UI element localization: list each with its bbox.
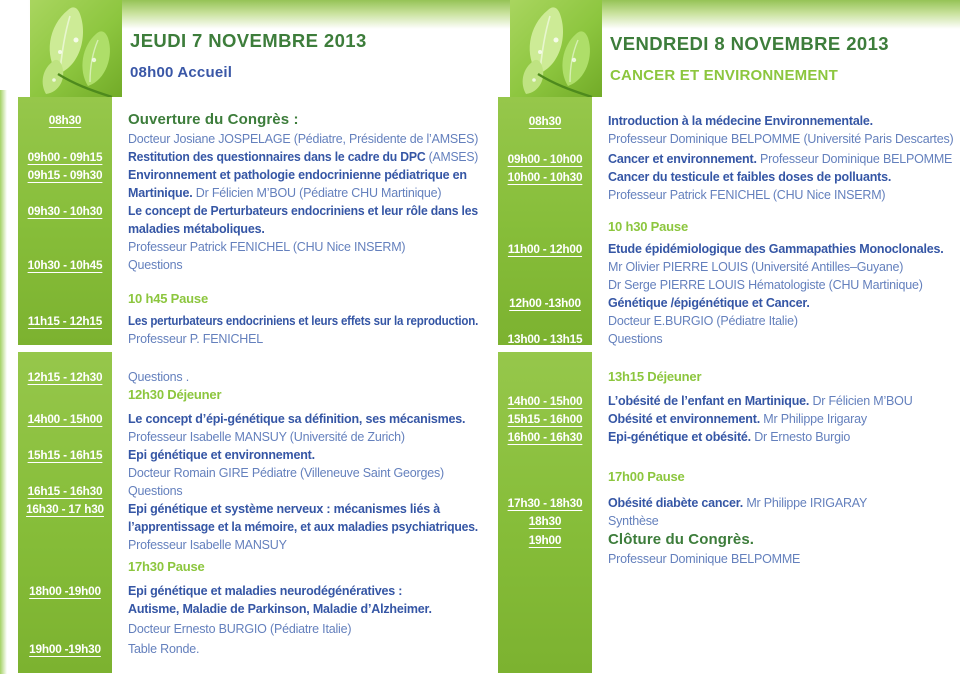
program-row xyxy=(18,582,480,600)
program-row xyxy=(18,446,480,464)
session-line xyxy=(128,640,478,658)
program-row xyxy=(18,386,480,404)
session-line xyxy=(608,112,958,130)
session-text: Professeur Dominique BELPOMME xyxy=(760,152,953,166)
program-row xyxy=(18,558,480,576)
session-text: 17h00 Pause xyxy=(608,469,685,484)
day-subtitle-friday: CANCER ET ENVIRONNEMENT xyxy=(610,67,838,84)
session-text: Questions xyxy=(608,332,663,346)
session-text: (AMSES) xyxy=(428,150,479,164)
session-line xyxy=(608,150,958,168)
session-text: Mr Philippe IRIGARAY xyxy=(746,496,868,510)
program-row xyxy=(498,368,960,386)
session-text: Le concept d’épi-génétique sa définition, ses mécanismes. xyxy=(128,412,466,426)
session-text: Autisme, Maladie de Parkinson, Maladie d’Alzheimer. xyxy=(128,602,432,616)
program-row xyxy=(498,428,960,446)
session-text: 12h30 Déjeuner xyxy=(128,387,222,402)
session-text: Introduction à la médecine Environnementale. xyxy=(608,114,873,128)
time-slot-label: 10h30 - 10h45 xyxy=(27,258,103,272)
session-line xyxy=(128,410,478,428)
program-row xyxy=(18,410,480,428)
session-text: Docteur Ernesto BURGIO (Pédiatre Italie) xyxy=(128,622,352,636)
program-row xyxy=(18,130,480,148)
session-line xyxy=(608,312,958,330)
session-text: Dr Félicien M’BOU (Pédiatre CHU Martinique) xyxy=(195,186,442,200)
time-slot-label: 16h00 - 16h30 xyxy=(507,430,583,444)
program-row xyxy=(18,238,480,256)
time-slot-label: 15h15 - 16h15 xyxy=(27,448,103,462)
session-line xyxy=(128,428,478,446)
session-text: Epi génétique et maladies neurodégénératives : xyxy=(128,584,403,598)
program-row xyxy=(498,330,960,348)
session-line xyxy=(128,518,478,536)
session-line xyxy=(128,464,478,482)
program-row xyxy=(18,600,480,618)
program-row xyxy=(498,240,960,258)
session-text: Les perturbateurs endocriniens et leurs effets sur la reproduction. xyxy=(128,314,479,328)
session-text: Mr Olivier PIERRE LOUIS (Université Antilles–Guyane) xyxy=(608,260,904,274)
session-line xyxy=(128,220,478,238)
program-row xyxy=(498,410,960,428)
session-text: Mr Philippe Irigaray xyxy=(763,412,867,426)
session-text: Professeur Patrick FENICHEL (CHU Nice INSERM) xyxy=(128,240,406,254)
schedule-section-friday-morning xyxy=(498,97,960,345)
program-row xyxy=(498,168,960,186)
program-row xyxy=(18,536,480,554)
program-row xyxy=(18,620,480,638)
time-slot-label: 09h00 - 09h15 xyxy=(27,150,103,164)
session-text: Professeur P. FENICHEL xyxy=(128,332,264,346)
program-row xyxy=(18,290,480,308)
session-line xyxy=(128,500,478,518)
session-text: Etude épidémiologique des Gammapathies Monoclonales. xyxy=(608,242,944,256)
logo-box-left xyxy=(30,0,122,97)
program-row xyxy=(498,112,960,130)
time-slot-label: 19h00 -19h30 xyxy=(29,642,101,656)
time-slot-label: 15h15 - 16h00 xyxy=(507,412,583,426)
session-text: Le concept de Perturbateurs endocriniens et leur rôle dans les xyxy=(128,204,478,218)
row-spacer xyxy=(498,446,960,468)
session-text: Restitution des questionnaires dans le cadre du DPC xyxy=(128,150,429,164)
session-text: Clôture du Congrès. xyxy=(608,531,755,548)
program-row xyxy=(18,148,480,166)
session-text: 10 h30 Pause xyxy=(608,219,688,234)
session-line xyxy=(608,258,958,276)
session-line xyxy=(608,494,958,512)
session-text: Questions xyxy=(128,258,183,272)
session-line xyxy=(128,290,478,308)
session-text: Obésité diabète cancer. xyxy=(608,496,747,510)
time-slot-label: 12h15 - 12h30 xyxy=(27,370,103,384)
program-row xyxy=(498,494,960,512)
session-line xyxy=(128,238,478,256)
session-line xyxy=(608,330,958,348)
session-text: Table Ronde. xyxy=(128,642,200,656)
session-line xyxy=(128,446,478,464)
session-line xyxy=(608,294,958,312)
session-text: Questions . xyxy=(128,370,190,384)
session-text: Epi génétique et environnement. xyxy=(128,448,315,462)
session-line xyxy=(608,368,958,386)
session-line xyxy=(608,276,958,294)
program-row xyxy=(18,220,480,238)
time-slot-label: 11h00 - 12h00 xyxy=(507,242,583,256)
session-line xyxy=(128,312,478,330)
session-line xyxy=(608,186,958,204)
program-row xyxy=(18,464,480,482)
time-slot-label: 10h00 - 10h30 xyxy=(507,170,583,184)
day-title-thursday: JEUDI 7 NOVEMBRE 2013 xyxy=(130,30,367,51)
program-row xyxy=(498,130,960,148)
session-line xyxy=(128,386,478,404)
session-text: Epi-génétique et obésité. xyxy=(608,430,755,444)
row-spacer xyxy=(498,486,960,494)
session-text: 10 h45 Pause xyxy=(128,291,208,306)
program-row xyxy=(498,276,960,294)
time-slot-label: 09h15 - 09h30 xyxy=(27,168,103,182)
session-text: Obésité et environnement. xyxy=(608,412,764,426)
session-text: Docteur Josiane JOSPELAGE (Pédiatre, Présidente de l’AMSES) xyxy=(128,132,479,146)
schedule-section-thursday-afternoon xyxy=(18,352,480,673)
program-row xyxy=(498,186,960,204)
session-line xyxy=(128,256,478,274)
program-row xyxy=(498,150,960,168)
day-title-friday: VENDREDI 8 NOVEMBRE 2013 xyxy=(610,33,889,54)
time-slot-label: 18h00 -19h00 xyxy=(29,584,101,598)
program-row xyxy=(18,482,480,500)
program-row xyxy=(498,512,960,530)
session-line xyxy=(608,218,958,236)
left-edge-strip xyxy=(0,90,7,674)
session-text: Cancer du testicule et faibles doses de polluants. xyxy=(608,170,892,184)
session-text: Epi génétique et système nerveux : mécanismes liés à xyxy=(128,502,440,516)
session-text: Professeur Dominique BELPOMME (Université Paris Descartes) xyxy=(608,132,954,146)
program-row xyxy=(18,518,480,536)
session-text: Ouverture du Congrès : xyxy=(128,111,299,128)
session-line xyxy=(608,410,958,428)
session-line xyxy=(608,130,958,148)
session-line xyxy=(128,600,478,618)
program-row xyxy=(18,110,480,130)
session-text: Professeur Dominique BELPOMME xyxy=(608,552,801,566)
session-text: 13h15 Déjeuner xyxy=(608,369,702,384)
program-row xyxy=(18,202,480,220)
program-row xyxy=(18,312,480,330)
program-row xyxy=(498,294,960,312)
session-line xyxy=(608,512,958,530)
program-row xyxy=(18,184,480,202)
leaf-icon xyxy=(510,0,602,97)
session-text: Synthèse xyxy=(608,514,659,528)
session-line xyxy=(608,168,958,186)
session-text: 17h30 Pause xyxy=(128,559,205,574)
time-slot-label: 14h00 - 15h00 xyxy=(507,394,583,408)
program-row xyxy=(18,640,480,658)
time-slot-label: 14h00 - 15h00 xyxy=(27,412,103,426)
session-line xyxy=(128,368,478,386)
program-row xyxy=(498,258,960,276)
session-text: Dr Serge PIERRE LOUIS Hématologiste (CHU Martinique) xyxy=(608,278,923,292)
session-line xyxy=(128,558,478,576)
session-line xyxy=(128,482,478,500)
program-row xyxy=(498,392,960,410)
session-text: Professeur Isabelle MANSUY (Université de Zurich) xyxy=(128,430,405,444)
program-row xyxy=(498,550,960,568)
session-text: maladies métaboliques. xyxy=(128,222,265,236)
time-slot-label: 16h15 - 16h30 xyxy=(27,484,103,498)
row-spacer xyxy=(498,204,960,218)
program-row xyxy=(18,428,480,446)
session-text: Dr Ernesto Burgio xyxy=(754,430,851,444)
leaf-icon xyxy=(30,0,122,97)
session-text: Martinique. xyxy=(128,186,196,200)
session-line xyxy=(608,240,958,258)
time-slot-label: 08h30 xyxy=(48,113,82,127)
time-slot-label: 12h00 -13h00 xyxy=(509,296,581,310)
program-row xyxy=(18,330,480,348)
time-slot-label: 19h00 xyxy=(528,533,562,547)
program-row xyxy=(18,368,480,386)
program-row xyxy=(498,312,960,330)
program-row xyxy=(498,218,960,236)
session-line xyxy=(128,330,478,348)
time-slot-label: 08h30 xyxy=(528,114,562,128)
program-row xyxy=(18,256,480,274)
row-spacer xyxy=(18,274,480,290)
logo-box-right xyxy=(510,0,602,97)
time-slot-label: 17h30 - 18h30 xyxy=(507,496,583,510)
time-slot-label: 13h00 - 13h15 xyxy=(507,332,583,346)
session-text: Génétique /épigénétique et Cancer. xyxy=(608,296,810,310)
session-line xyxy=(608,428,958,446)
program-row xyxy=(498,530,960,550)
session-line xyxy=(128,130,478,148)
session-text: Dr Félicien M’BOU xyxy=(812,394,913,408)
session-line xyxy=(608,550,958,568)
schedule-section-thursday-morning xyxy=(18,97,480,345)
session-text: Environnement et pathologie endocrinienne pédiatrique en xyxy=(128,168,467,182)
top-gradient-band xyxy=(28,0,960,29)
session-text: L’obésité de l’enfant en Martinique. xyxy=(608,394,813,408)
time-slot-label: 09h30 - 10h30 xyxy=(27,204,103,218)
session-line xyxy=(128,536,478,554)
session-line xyxy=(608,468,958,486)
session-line xyxy=(128,110,478,130)
program-row xyxy=(18,500,480,518)
session-text: Professeur Patrick FENICHEL (CHU Nice INSERM) xyxy=(608,188,886,202)
session-line xyxy=(608,530,958,550)
program-row xyxy=(498,468,960,486)
session-line xyxy=(608,392,958,410)
session-text: Docteur Romain GIRE Pédiatre (Villeneuve Saint Georges) xyxy=(128,466,445,480)
session-line xyxy=(128,202,478,220)
session-text: Professeur Isabelle MANSUY xyxy=(128,538,287,552)
session-text: Questions xyxy=(128,484,183,498)
session-text: Cancer et environnement. xyxy=(608,152,760,166)
time-slot-label: 09h00 - 10h00 xyxy=(507,152,583,166)
session-line xyxy=(128,620,478,638)
time-slot-label: 16h30 - 17 h30 xyxy=(26,502,104,516)
session-text: l’apprentissage et la mémoire, et aux maladies psychiatriques. xyxy=(128,520,478,534)
session-line xyxy=(128,184,478,202)
session-line xyxy=(128,166,478,184)
session-line xyxy=(128,582,478,600)
schedule-section-friday-afternoon xyxy=(498,352,960,673)
session-text: Docteur E.BURGIO (Pédiatre Italie) xyxy=(608,314,798,328)
session-line xyxy=(128,148,478,166)
time-slot-label: 11h15 - 12h15 xyxy=(27,314,103,328)
time-slot-label: 18h30 xyxy=(528,514,562,528)
day-subtitle-thursday: 08h00 Accueil xyxy=(130,64,233,81)
program-row xyxy=(18,166,480,184)
